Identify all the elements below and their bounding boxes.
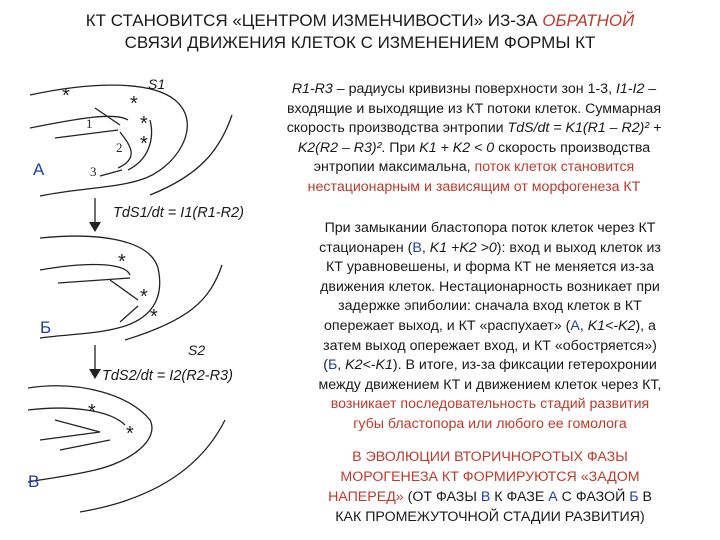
panel-a-inner-curve-2 [55,130,118,138]
panel-a-inner-curve [30,116,128,128]
panel-b-arrow-1 [110,280,138,300]
zone-label-2: 2 [116,140,123,155]
panel-v-right-curve [80,420,225,512]
star-mark: * [150,306,158,328]
panel-letter-a: А [33,160,45,179]
down-arrowhead-2 [89,369,101,379]
paragraph-radii: R1-R3 – радиусы кривизны поверхности зон 1-3, I1-I2 – входящие и выходящие из КТ потоки клеток. Суммарная скорость производства энтропии TdS/dt = K1(R1 – R2)² + K2(R2 – R3)². При K1 + K2 < 0 скорость производства энтропии максимальна, поток клеток становится нестационарным и зависящим от морфогенеза КТ [286,81,662,195]
panel-v-inner-curve [28,408,125,425]
equation-s1: TdS1/dt = I1(R1-R2) [113,205,244,221]
star-mark: * [88,401,96,423]
star-mark: * [62,85,70,107]
star-mark: * [140,133,148,155]
panel-letter-v: В [28,472,40,491]
star-mark: * [140,113,148,135]
zone-label-3: 3 [90,164,97,179]
panel-v-arrow-2 [60,440,110,450]
panel-a-right-curve [150,115,232,195]
zone-label-1: 1 [86,116,93,131]
down-arrowhead-1 [89,222,101,232]
panel-b-arrow-2 [120,306,138,322]
label-s1: S1 [148,76,166,92]
label-s2: S2 [188,342,206,358]
panel-letter-b: Б [40,318,52,337]
panel-a-outer-curve [30,85,187,196]
paragraph-blastopore: При замыкании бластопора поток клеток через КТ стационарен (В, K1 +K2 >0): вход и выход клеток из КТ уравновешены, и форма КТ не меняется из-за движения клеток. Нестационарность возникает при задержке эпиболии: сначала вход клеток в КТ опережает выход, и КТ «распухает» (А, K1<-K2), а затем выход опережает вход, и КТ «обостряется») (Б, K2<-K1). В итоге, из-за фиксации гетерохронии между движением КТ и движением клеток через КТ, возникает последовательность стадий развития губы бластопора или любого ее гомолога [318,220,662,432]
panel-a-arrow-4 [100,170,122,176]
panel-b-inner-curve-2 [58,278,130,283]
star-mark: * [126,423,134,445]
panel-b-inner-curve [40,265,130,275]
paragraph-evolution: В ЭВОЛЮЦИИ ВТОРИЧНОРОТЫХ ФАЗЫ МОРОГЕНЕЗА КТ ФОРМИРУЮТСЯ «ЗАДОМ НАПЕРЕД» (ОТ ФАЗЫ В К ФАЗЕ А С ФАЗОЙ Б В КАК ПРОМЕЖУТОЧНОЙ СТАДИИ РАЗВИТИЯ) [328,449,652,525]
slide-title: КТ СТАНОВИТСЯ «ЦЕНТРОМ ИЗМЕНЧИВОСТИ» ИЗ-ЗА ОБРАТНОЙ СВЯЗИ ДВИЖЕНИЯ КЛЕТОК С ИЗМЕНЕНИЕМ ФОРМЫ КТ [85,11,635,52]
star-mark: * [130,93,138,115]
star-mark: * [118,251,126,273]
equation-s2: TdS2/dt = I2(R2-R3) [102,368,233,384]
panel-v-inner-curve-2 [40,432,100,440]
star-mark: * [140,286,148,308]
